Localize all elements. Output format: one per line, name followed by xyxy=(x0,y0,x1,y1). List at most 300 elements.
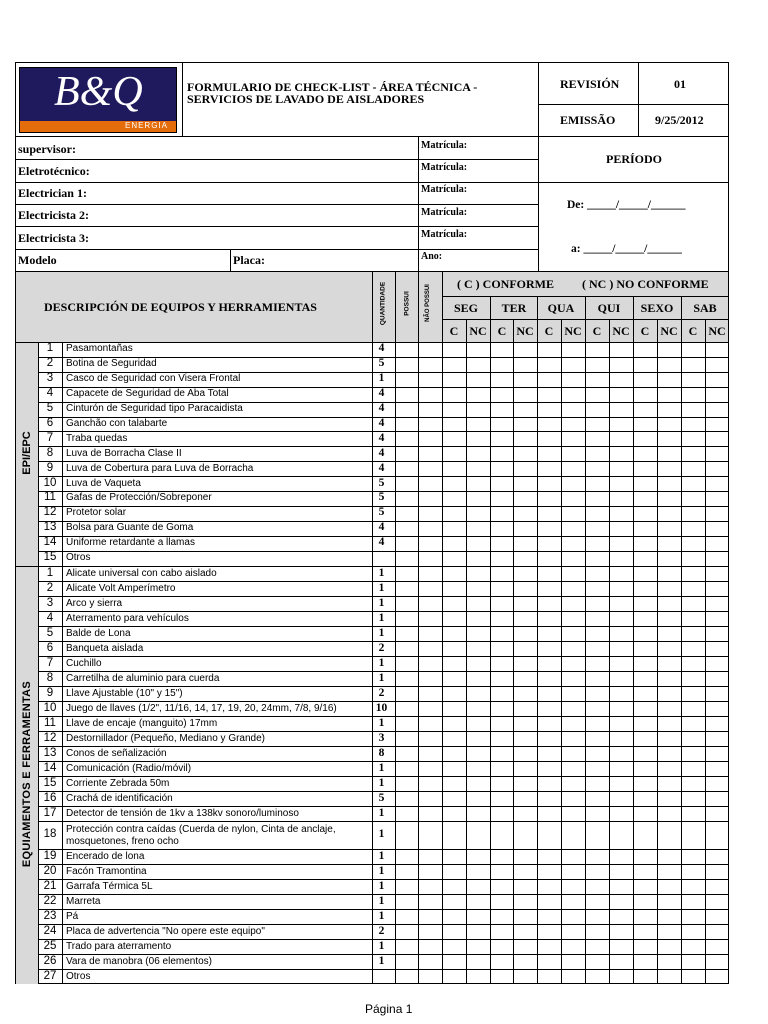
check-cell[interactable] xyxy=(513,924,537,939)
check-cell[interactable] xyxy=(537,656,561,671)
check-cell[interactable] xyxy=(490,656,513,671)
check-cell[interactable] xyxy=(466,791,490,806)
check-cell[interactable] xyxy=(490,431,513,446)
check-cell[interactable] xyxy=(681,551,705,566)
check-cell[interactable] xyxy=(490,551,513,566)
check-cell[interactable] xyxy=(490,849,513,864)
check-cell[interactable] xyxy=(418,671,442,686)
check-cell[interactable] xyxy=(490,476,513,491)
check-cell[interactable] xyxy=(418,566,442,581)
check-cell[interactable] xyxy=(681,536,705,551)
check-cell[interactable] xyxy=(442,506,466,521)
check-cell[interactable] xyxy=(609,746,633,761)
check-cell[interactable] xyxy=(585,372,609,387)
check-cell[interactable] xyxy=(395,686,418,701)
check-cell[interactable] xyxy=(442,821,466,849)
check-cell[interactable] xyxy=(681,626,705,641)
check-cell[interactable] xyxy=(633,821,657,849)
check-cell[interactable] xyxy=(705,476,729,491)
check-cell[interactable] xyxy=(513,402,537,417)
check-cell[interactable] xyxy=(681,461,705,476)
check-cell[interactable] xyxy=(561,671,585,686)
check-cell[interactable] xyxy=(490,566,513,581)
check-cell[interactable] xyxy=(490,761,513,776)
check-cell[interactable] xyxy=(609,506,633,521)
check-cell[interactable] xyxy=(418,791,442,806)
check-cell[interactable] xyxy=(442,417,466,432)
check-cell[interactable] xyxy=(633,372,657,387)
check-cell[interactable] xyxy=(490,806,513,821)
check-cell[interactable] xyxy=(705,671,729,686)
check-cell[interactable] xyxy=(418,716,442,731)
check-cell[interactable] xyxy=(705,536,729,551)
check-cell[interactable] xyxy=(657,506,681,521)
check-cell[interactable] xyxy=(657,731,681,746)
check-cell[interactable] xyxy=(561,626,585,641)
check-cell[interactable] xyxy=(395,387,418,402)
check-cell[interactable] xyxy=(395,864,418,879)
check-cell[interactable] xyxy=(513,611,537,626)
check-cell[interactable] xyxy=(657,342,681,357)
check-cell[interactable] xyxy=(395,776,418,791)
check-cell[interactable] xyxy=(537,387,561,402)
check-cell[interactable] xyxy=(513,849,537,864)
check-cell[interactable] xyxy=(395,806,418,821)
check-cell[interactable] xyxy=(418,806,442,821)
check-cell[interactable] xyxy=(585,731,609,746)
check-cell[interactable] xyxy=(442,566,466,581)
check-cell[interactable] xyxy=(442,924,466,939)
check-cell[interactable] xyxy=(418,969,442,984)
check-cell[interactable] xyxy=(609,357,633,372)
check-cell[interactable] xyxy=(537,701,561,716)
check-cell[interactable] xyxy=(395,716,418,731)
check-cell[interactable] xyxy=(633,894,657,909)
check-cell[interactable] xyxy=(466,894,490,909)
check-cell[interactable] xyxy=(442,806,466,821)
check-cell[interactable] xyxy=(585,864,609,879)
check-cell[interactable] xyxy=(633,387,657,402)
check-cell[interactable] xyxy=(609,939,633,954)
check-cell[interactable] xyxy=(466,686,490,701)
check-cell[interactable] xyxy=(513,581,537,596)
check-cell[interactable] xyxy=(609,402,633,417)
check-cell[interactable] xyxy=(681,446,705,461)
check-cell[interactable] xyxy=(442,611,466,626)
check-cell[interactable] xyxy=(705,924,729,939)
check-cell[interactable] xyxy=(633,491,657,506)
check-cell[interactable] xyxy=(395,791,418,806)
check-cell[interactable] xyxy=(657,461,681,476)
check-cell[interactable] xyxy=(466,596,490,611)
check-cell[interactable] xyxy=(442,342,466,357)
check-cell[interactable] xyxy=(633,506,657,521)
check-cell[interactable] xyxy=(466,939,490,954)
check-cell[interactable] xyxy=(490,776,513,791)
check-cell[interactable] xyxy=(585,476,609,491)
check-cell[interactable] xyxy=(657,431,681,446)
check-cell[interactable] xyxy=(609,671,633,686)
check-cell[interactable] xyxy=(585,821,609,849)
check-cell[interactable] xyxy=(657,656,681,671)
check-cell[interactable] xyxy=(705,357,729,372)
check-cell[interactable] xyxy=(537,879,561,894)
check-cell[interactable] xyxy=(705,446,729,461)
check-cell[interactable] xyxy=(537,954,561,969)
check-cell[interactable] xyxy=(418,849,442,864)
check-cell[interactable] xyxy=(418,581,442,596)
check-cell[interactable] xyxy=(537,731,561,746)
check-cell[interactable] xyxy=(657,686,681,701)
check-cell[interactable] xyxy=(418,461,442,476)
check-cell[interactable] xyxy=(513,656,537,671)
check-cell[interactable] xyxy=(537,551,561,566)
check-cell[interactable] xyxy=(657,894,681,909)
check-cell[interactable] xyxy=(395,431,418,446)
check-cell[interactable] xyxy=(395,969,418,984)
check-cell[interactable] xyxy=(395,641,418,656)
check-cell[interactable] xyxy=(490,581,513,596)
check-cell[interactable] xyxy=(395,476,418,491)
check-cell[interactable] xyxy=(681,761,705,776)
check-cell[interactable] xyxy=(418,596,442,611)
check-cell[interactable] xyxy=(681,939,705,954)
check-cell[interactable] xyxy=(395,581,418,596)
check-cell[interactable] xyxy=(585,641,609,656)
check-cell[interactable] xyxy=(633,476,657,491)
check-cell[interactable] xyxy=(585,761,609,776)
check-cell[interactable] xyxy=(418,506,442,521)
check-cell[interactable] xyxy=(490,536,513,551)
check-cell[interactable] xyxy=(418,372,442,387)
check-cell[interactable] xyxy=(609,521,633,536)
check-cell[interactable] xyxy=(513,806,537,821)
check-cell[interactable] xyxy=(490,924,513,939)
check-cell[interactable] xyxy=(657,357,681,372)
check-cell[interactable] xyxy=(537,909,561,924)
check-cell[interactable] xyxy=(537,372,561,387)
check-cell[interactable] xyxy=(657,924,681,939)
check-cell[interactable] xyxy=(418,686,442,701)
check-cell[interactable] xyxy=(633,461,657,476)
check-cell[interactable] xyxy=(585,521,609,536)
check-cell[interactable] xyxy=(633,939,657,954)
check-cell[interactable] xyxy=(418,731,442,746)
check-cell[interactable] xyxy=(681,954,705,969)
check-cell[interactable] xyxy=(681,417,705,432)
check-cell[interactable] xyxy=(609,641,633,656)
check-cell[interactable] xyxy=(585,879,609,894)
check-cell[interactable] xyxy=(490,791,513,806)
check-cell[interactable] xyxy=(609,731,633,746)
check-cell[interactable] xyxy=(490,821,513,849)
check-cell[interactable] xyxy=(657,402,681,417)
check-cell[interactable] xyxy=(537,626,561,641)
check-cell[interactable] xyxy=(513,417,537,432)
check-cell[interactable] xyxy=(418,626,442,641)
check-cell[interactable] xyxy=(513,746,537,761)
check-cell[interactable] xyxy=(609,806,633,821)
check-cell[interactable] xyxy=(585,581,609,596)
check-cell[interactable] xyxy=(490,716,513,731)
check-cell[interactable] xyxy=(490,372,513,387)
check-cell[interactable] xyxy=(395,446,418,461)
check-cell[interactable] xyxy=(418,476,442,491)
check-cell[interactable] xyxy=(561,939,585,954)
check-cell[interactable] xyxy=(657,521,681,536)
check-cell[interactable] xyxy=(561,761,585,776)
check-cell[interactable] xyxy=(466,461,490,476)
check-cell[interactable] xyxy=(442,476,466,491)
check-cell[interactable] xyxy=(681,611,705,626)
check-cell[interactable] xyxy=(442,626,466,641)
check-cell[interactable] xyxy=(561,491,585,506)
check-cell[interactable] xyxy=(681,821,705,849)
matricula-3[interactable]: Matrícula: xyxy=(421,184,468,195)
check-cell[interactable] xyxy=(395,656,418,671)
check-cell[interactable] xyxy=(681,909,705,924)
check-cell[interactable] xyxy=(561,611,585,626)
check-cell[interactable] xyxy=(705,491,729,506)
check-cell[interactable] xyxy=(561,954,585,969)
check-cell[interactable] xyxy=(681,521,705,536)
check-cell[interactable] xyxy=(490,731,513,746)
check-cell[interactable] xyxy=(585,924,609,939)
check-cell[interactable] xyxy=(633,731,657,746)
check-cell[interactable] xyxy=(466,387,490,402)
check-cell[interactable] xyxy=(442,701,466,716)
check-cell[interactable] xyxy=(609,909,633,924)
check-cell[interactable] xyxy=(490,596,513,611)
check-cell[interactable] xyxy=(609,776,633,791)
check-cell[interactable] xyxy=(513,626,537,641)
check-cell[interactable] xyxy=(395,596,418,611)
check-cell[interactable] xyxy=(395,417,418,432)
check-cell[interactable] xyxy=(395,671,418,686)
check-cell[interactable] xyxy=(537,761,561,776)
check-cell[interactable] xyxy=(585,446,609,461)
ano-field[interactable]: Ano: xyxy=(421,251,443,262)
check-cell[interactable] xyxy=(561,461,585,476)
check-cell[interactable] xyxy=(705,849,729,864)
check-cell[interactable] xyxy=(466,954,490,969)
check-cell[interactable] xyxy=(395,491,418,506)
check-cell[interactable] xyxy=(395,461,418,476)
check-cell[interactable] xyxy=(633,641,657,656)
check-cell[interactable] xyxy=(657,716,681,731)
check-cell[interactable] xyxy=(585,461,609,476)
check-cell[interactable] xyxy=(609,611,633,626)
check-cell[interactable] xyxy=(681,581,705,596)
check-cell[interactable] xyxy=(705,521,729,536)
check-cell[interactable] xyxy=(490,387,513,402)
check-cell[interactable] xyxy=(442,894,466,909)
matricula-4[interactable]: Matrícula: xyxy=(421,207,468,218)
check-cell[interactable] xyxy=(657,551,681,566)
check-cell[interactable] xyxy=(681,671,705,686)
check-cell[interactable] xyxy=(537,776,561,791)
check-cell[interactable] xyxy=(585,894,609,909)
electrician1-field[interactable]: Electrician 1: xyxy=(18,186,87,200)
check-cell[interactable] xyxy=(490,626,513,641)
check-cell[interactable] xyxy=(466,641,490,656)
check-cell[interactable] xyxy=(466,402,490,417)
check-cell[interactable] xyxy=(585,671,609,686)
check-cell[interactable] xyxy=(633,746,657,761)
check-cell[interactable] xyxy=(395,746,418,761)
check-cell[interactable] xyxy=(705,461,729,476)
check-cell[interactable] xyxy=(418,924,442,939)
check-cell[interactable] xyxy=(609,969,633,984)
check-cell[interactable] xyxy=(561,536,585,551)
check-cell[interactable] xyxy=(513,879,537,894)
check-cell[interactable] xyxy=(633,566,657,581)
check-cell[interactable] xyxy=(681,402,705,417)
check-cell[interactable] xyxy=(633,686,657,701)
check-cell[interactable] xyxy=(466,761,490,776)
check-cell[interactable] xyxy=(442,372,466,387)
check-cell[interactable] xyxy=(633,954,657,969)
check-cell[interactable] xyxy=(442,716,466,731)
check-cell[interactable] xyxy=(466,372,490,387)
check-cell[interactable] xyxy=(418,521,442,536)
check-cell[interactable] xyxy=(537,791,561,806)
check-cell[interactable] xyxy=(585,791,609,806)
check-cell[interactable] xyxy=(705,969,729,984)
check-cell[interactable] xyxy=(585,909,609,924)
check-cell[interactable] xyxy=(490,611,513,626)
check-cell[interactable] xyxy=(395,821,418,849)
check-cell[interactable] xyxy=(681,372,705,387)
periodo-to[interactable]: a: _____/_____/______ xyxy=(571,243,682,255)
check-cell[interactable] xyxy=(561,791,585,806)
check-cell[interactable] xyxy=(442,969,466,984)
check-cell[interactable] xyxy=(418,641,442,656)
check-cell[interactable] xyxy=(609,476,633,491)
check-cell[interactable] xyxy=(513,476,537,491)
check-cell[interactable] xyxy=(633,909,657,924)
check-cell[interactable] xyxy=(561,716,585,731)
eletrotecnico-field[interactable]: Eletrotécnico: xyxy=(18,164,90,178)
check-cell[interactable] xyxy=(490,894,513,909)
check-cell[interactable] xyxy=(681,806,705,821)
check-cell[interactable] xyxy=(561,506,585,521)
check-cell[interactable] xyxy=(395,849,418,864)
check-cell[interactable] xyxy=(609,924,633,939)
check-cell[interactable] xyxy=(513,701,537,716)
check-cell[interactable] xyxy=(633,596,657,611)
check-cell[interactable] xyxy=(418,879,442,894)
check-cell[interactable] xyxy=(537,461,561,476)
check-cell[interactable] xyxy=(561,924,585,939)
check-cell[interactable] xyxy=(609,566,633,581)
check-cell[interactable] xyxy=(537,566,561,581)
electricista3-field[interactable]: Electricista 3: xyxy=(18,231,89,245)
check-cell[interactable] xyxy=(395,521,418,536)
check-cell[interactable] xyxy=(657,417,681,432)
check-cell[interactable] xyxy=(561,387,585,402)
check-cell[interactable] xyxy=(561,521,585,536)
check-cell[interactable] xyxy=(537,611,561,626)
check-cell[interactable] xyxy=(585,969,609,984)
check-cell[interactable] xyxy=(442,656,466,671)
check-cell[interactable] xyxy=(657,701,681,716)
check-cell[interactable] xyxy=(633,431,657,446)
check-cell[interactable] xyxy=(705,566,729,581)
check-cell[interactable] xyxy=(705,402,729,417)
check-cell[interactable] xyxy=(466,701,490,716)
check-cell[interactable] xyxy=(561,909,585,924)
check-cell[interactable] xyxy=(561,686,585,701)
check-cell[interactable] xyxy=(490,446,513,461)
check-cell[interactable] xyxy=(490,954,513,969)
check-cell[interactable] xyxy=(537,476,561,491)
check-cell[interactable] xyxy=(466,626,490,641)
check-cell[interactable] xyxy=(418,357,442,372)
check-cell[interactable] xyxy=(513,716,537,731)
check-cell[interactable] xyxy=(466,611,490,626)
check-cell[interactable] xyxy=(705,731,729,746)
check-cell[interactable] xyxy=(395,924,418,939)
check-cell[interactable] xyxy=(657,761,681,776)
check-cell[interactable] xyxy=(513,491,537,506)
check-cell[interactable] xyxy=(585,357,609,372)
check-cell[interactable] xyxy=(418,402,442,417)
check-cell[interactable] xyxy=(442,731,466,746)
check-cell[interactable] xyxy=(681,791,705,806)
check-cell[interactable] xyxy=(537,924,561,939)
check-cell[interactable] xyxy=(561,357,585,372)
check-cell[interactable] xyxy=(513,686,537,701)
check-cell[interactable] xyxy=(537,342,561,357)
check-cell[interactable] xyxy=(490,746,513,761)
check-cell[interactable] xyxy=(609,791,633,806)
check-cell[interactable] xyxy=(609,849,633,864)
check-cell[interactable] xyxy=(418,746,442,761)
check-cell[interactable] xyxy=(657,491,681,506)
check-cell[interactable] xyxy=(490,461,513,476)
check-cell[interactable] xyxy=(681,491,705,506)
check-cell[interactable] xyxy=(633,611,657,626)
check-cell[interactable] xyxy=(705,806,729,821)
check-cell[interactable] xyxy=(681,387,705,402)
check-cell[interactable] xyxy=(395,372,418,387)
check-cell[interactable] xyxy=(466,491,490,506)
check-cell[interactable] xyxy=(490,671,513,686)
check-cell[interactable] xyxy=(681,566,705,581)
check-cell[interactable] xyxy=(442,536,466,551)
check-cell[interactable] xyxy=(442,461,466,476)
check-cell[interactable] xyxy=(657,939,681,954)
check-cell[interactable] xyxy=(395,894,418,909)
check-cell[interactable] xyxy=(657,909,681,924)
check-cell[interactable] xyxy=(585,954,609,969)
check-cell[interactable] xyxy=(537,716,561,731)
check-cell[interactable] xyxy=(418,821,442,849)
check-cell[interactable] xyxy=(513,357,537,372)
check-cell[interactable] xyxy=(681,701,705,716)
check-cell[interactable] xyxy=(466,446,490,461)
check-cell[interactable] xyxy=(537,864,561,879)
check-cell[interactable] xyxy=(657,671,681,686)
check-cell[interactable] xyxy=(609,551,633,566)
check-cell[interactable] xyxy=(609,431,633,446)
check-cell[interactable] xyxy=(657,611,681,626)
check-cell[interactable] xyxy=(681,641,705,656)
check-cell[interactable] xyxy=(585,806,609,821)
check-cell[interactable] xyxy=(513,342,537,357)
check-cell[interactable] xyxy=(705,879,729,894)
